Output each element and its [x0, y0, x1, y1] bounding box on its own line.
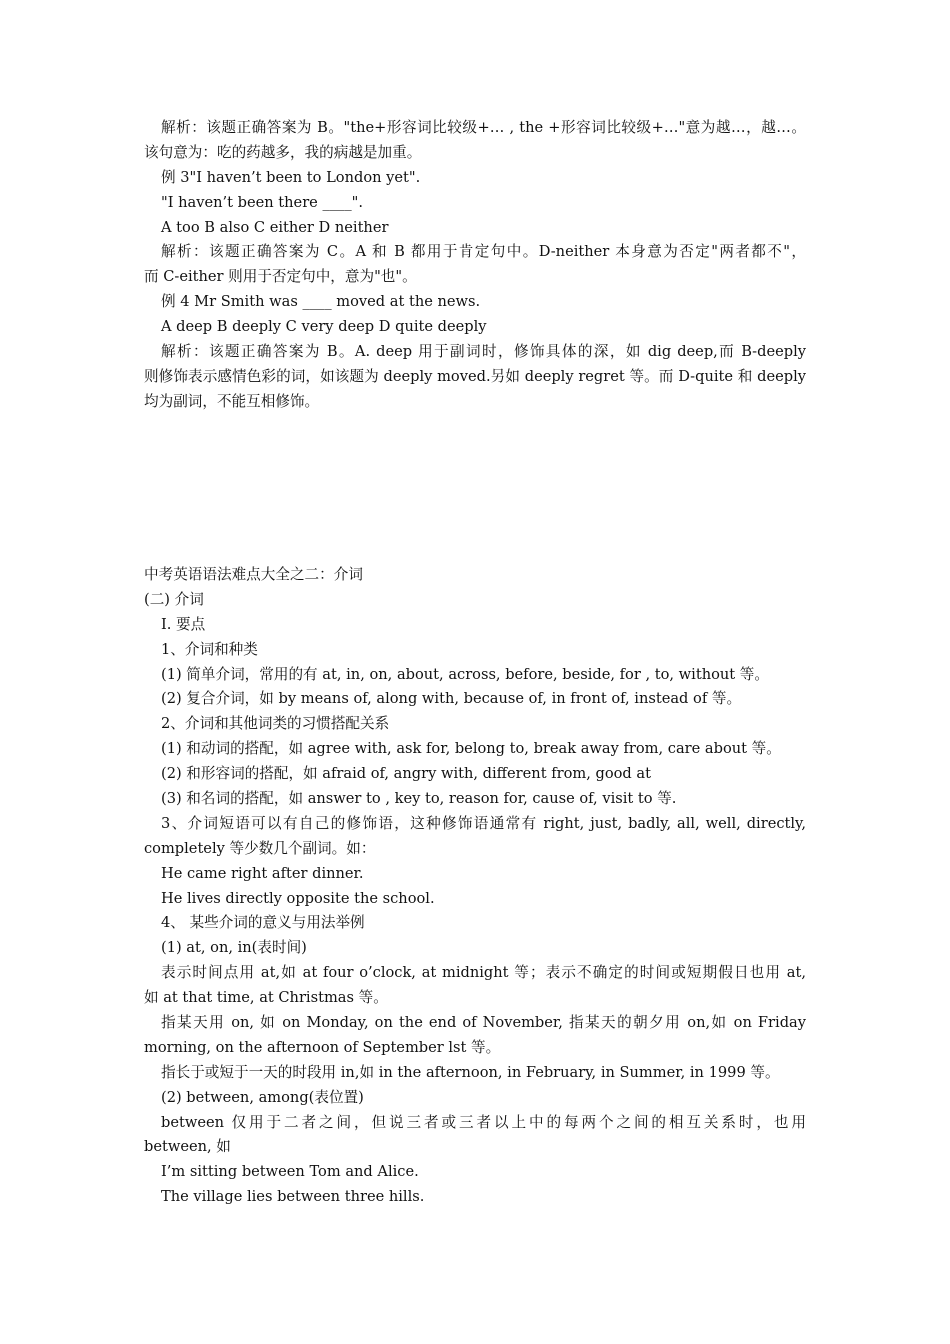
section1-line: "I haven’t been there ____". [161, 193, 363, 211]
section2-line: 1、介词和种类 [161, 640, 258, 658]
section1-line: A deep B deeply C very deep D quite deeply [161, 318, 487, 336]
section1-line: 则修饰表示感情色彩的词，如该题为 deeply moved.另如 deeply regret 等。而 D-quite 和 deeply [144, 367, 806, 385]
prepositions-section [144, 563, 806, 1210]
section2-line: between, 如 [144, 1138, 231, 1156]
section2-line: He came right after dinner. [161, 864, 364, 882]
section1-line: 解析：该题正确答案为 B。"the+形容词比较级+… , the +形容词比较级+…"意为越…，越…。 [161, 119, 806, 136]
section2-line: (2) 和形容词的搭配，如 afraid of, angry with, different from, good at [161, 765, 651, 783]
section2-line: completely 等少数几个副词。如： [144, 839, 376, 857]
section2-line: (1) at, on, in(表时间) [161, 939, 307, 957]
section2-line: I’m sitting between Tom and Alice. [161, 1163, 419, 1181]
section2-line: 2、介词和其他词类的习惯搭配关系 [161, 715, 390, 733]
section2-line: He lives directly opposite the school. [161, 889, 435, 907]
section1-line: 解析：该题正确答案为 C。A 和 B 都用于肯定句中。D-neither 本身意为否定"两者都不"， [161, 243, 806, 261]
section2-line: (1) 和动词的搭配，如 agree with, ask for, belong to, break away from, care about 等。 [161, 740, 781, 758]
section2-line: (2) 复合介词，如 by means of, along with, because of, in front of, instead of 等。 [161, 690, 742, 708]
section1-line: 解析：该题正确答案为 B。A. deep 用于副词时，修饰具体的深，如 dig deep,而 B-deeply [161, 343, 806, 361]
section2-line: I. 要点 [161, 615, 206, 633]
section1-line: 例 4 Mr Smith was ____ moved at the news. [161, 293, 481, 311]
section2-line: (1) 简单介词，常用的有 at, in, on, about, across, before, beside, for , to, without 等。 [161, 665, 769, 683]
section2-line: 如 at that time, at Christmas 等。 [144, 989, 388, 1007]
section2-line: 表示时间点用 at,如 at four o’clock, at midnight 等；表示不确定的时间或短期假日也用 at, [161, 964, 806, 982]
section2-line: 中考英语语法难点大全之二：介词 [144, 566, 363, 583]
section2-line: between 仅用于二者之间，但说三者或三者以上中的每两个之间的相互关系时，也用 [161, 1113, 806, 1131]
section2-line: (3) 和名词的搭配，如 answer to , key to, reason for, cause of, visit to 等. [161, 790, 677, 808]
section2-line: 4、 某些介词的意义与用法举例 [161, 914, 365, 932]
section2-line: (二) 介词 [144, 590, 204, 608]
section1-line: 例 3"I haven’t been to London yet". [161, 168, 421, 186]
section1-line: 而 C-either 则用于否定句中，意为"也"。 [144, 268, 417, 286]
section2-line: morning, on the afternoon of September lst 等。 [144, 1038, 501, 1056]
section1-line: A too B also C either D neither [161, 218, 389, 236]
section2-line: 指某天用 on, 如 on Monday, on the end of November, 指某天的朝夕用 on,如 on Friday [161, 1014, 806, 1032]
section1-line: 均为副词，不能互相修饰。 [144, 392, 320, 410]
section2-line: 指长于或短于一天的时段用 in,如 in the afternoon, in February, in Summer, in 1999 等。 [161, 1063, 780, 1081]
section2-line: 3、介词短语可以有自己的修饰语，这种修饰语通常有 right, just, badly, all, well, directly, [161, 814, 806, 832]
section1-line: 该句意为：吃的药越多，我的病越是加重。 [144, 143, 422, 161]
example-explanations-section [144, 116, 806, 415]
section2-line: (2) between, among(表位置) [161, 1088, 364, 1106]
section2-line: The village lies between three hills. [161, 1188, 425, 1206]
